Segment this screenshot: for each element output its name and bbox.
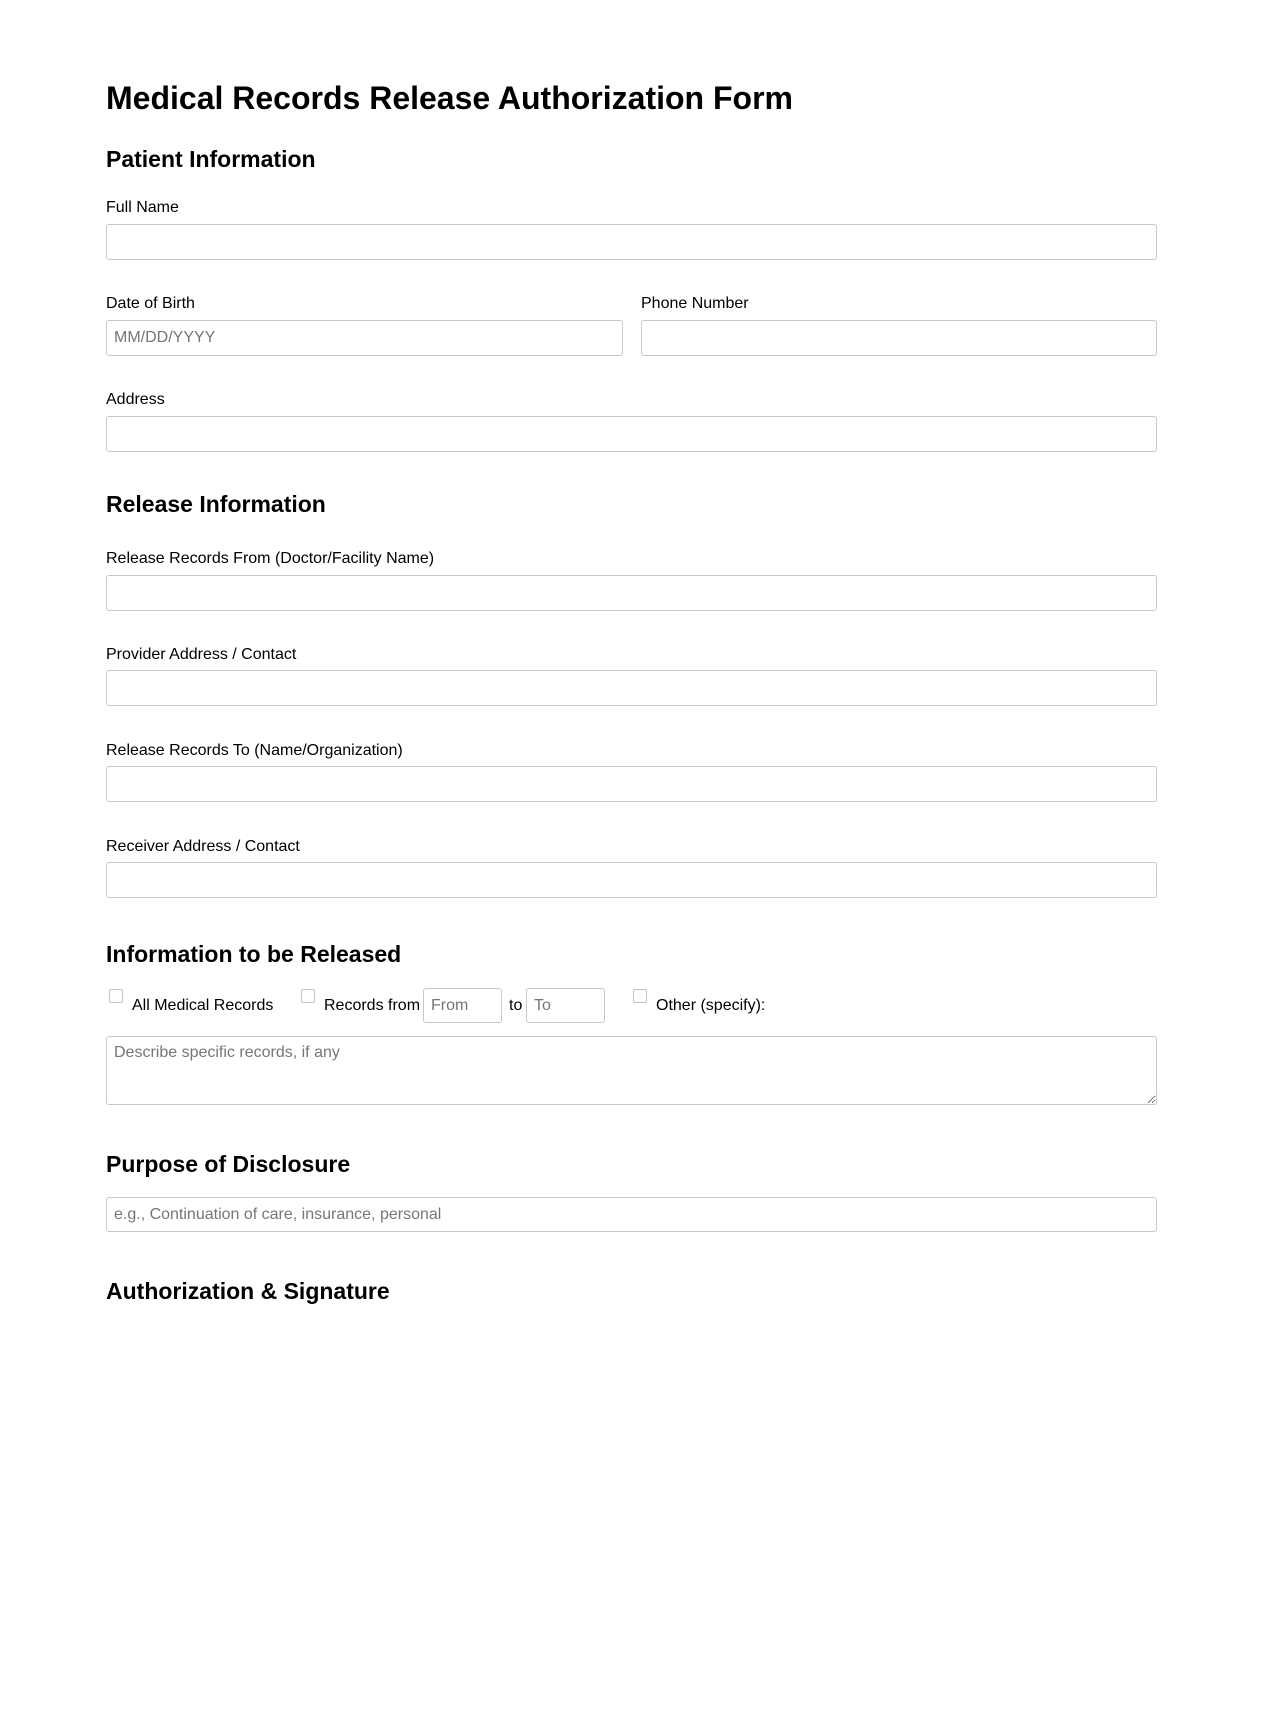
release-to-input[interactable] <box>106 766 1157 802</box>
receiver-address-label: Receiver Address / Contact <box>106 838 300 855</box>
records-to-date-input[interactable] <box>526 988 605 1023</box>
address-label: Address <box>106 391 165 408</box>
section-heading-release-information: Release Information <box>106 491 326 517</box>
date-of-birth-label: Date of Birth <box>106 295 195 312</box>
full-name-label: Full Name <box>106 199 179 216</box>
all-medical-records-label: All Medical Records <box>132 997 274 1014</box>
full-name-input[interactable] <box>106 224 1157 260</box>
section-heading-purpose: Purpose of Disclosure <box>106 1151 351 1177</box>
address-input[interactable] <box>106 416 1157 452</box>
section-heading-authorization: Authorization & Signature <box>106 1278 390 1304</box>
other-specify-checkbox[interactable] <box>633 989 647 1003</box>
provider-address-input[interactable] <box>106 670 1157 706</box>
records-to-label: to <box>509 997 523 1014</box>
records-from-date-input[interactable] <box>423 988 502 1023</box>
page-title: Medical Records Release Authorization Form <box>106 80 793 116</box>
other-specify-label: Other (specify): <box>656 997 766 1014</box>
release-from-input[interactable] <box>106 575 1157 611</box>
phone-number-label: Phone Number <box>641 295 749 312</box>
provider-address-label: Provider Address / Contact <box>106 646 297 663</box>
receiver-address-input[interactable] <box>106 862 1157 898</box>
section-heading-patient-information: Patient Information <box>106 146 316 172</box>
purpose-input[interactable] <box>106 1197 1157 1232</box>
date-of-birth-input[interactable] <box>106 320 623 356</box>
release-to-label: Release Records To (Name/Organization) <box>106 742 403 759</box>
records-from-label: Records from <box>324 997 421 1014</box>
all-medical-records-checkbox[interactable] <box>109 989 123 1003</box>
phone-number-input[interactable] <box>641 320 1157 356</box>
records-from-checkbox[interactable] <box>301 989 315 1003</box>
section-heading-information-to-release: Information to be Released <box>106 941 402 967</box>
release-from-label: Release Records From (Doctor/Facility Name) <box>106 550 435 567</box>
specific-records-textarea[interactable] <box>106 1036 1157 1105</box>
